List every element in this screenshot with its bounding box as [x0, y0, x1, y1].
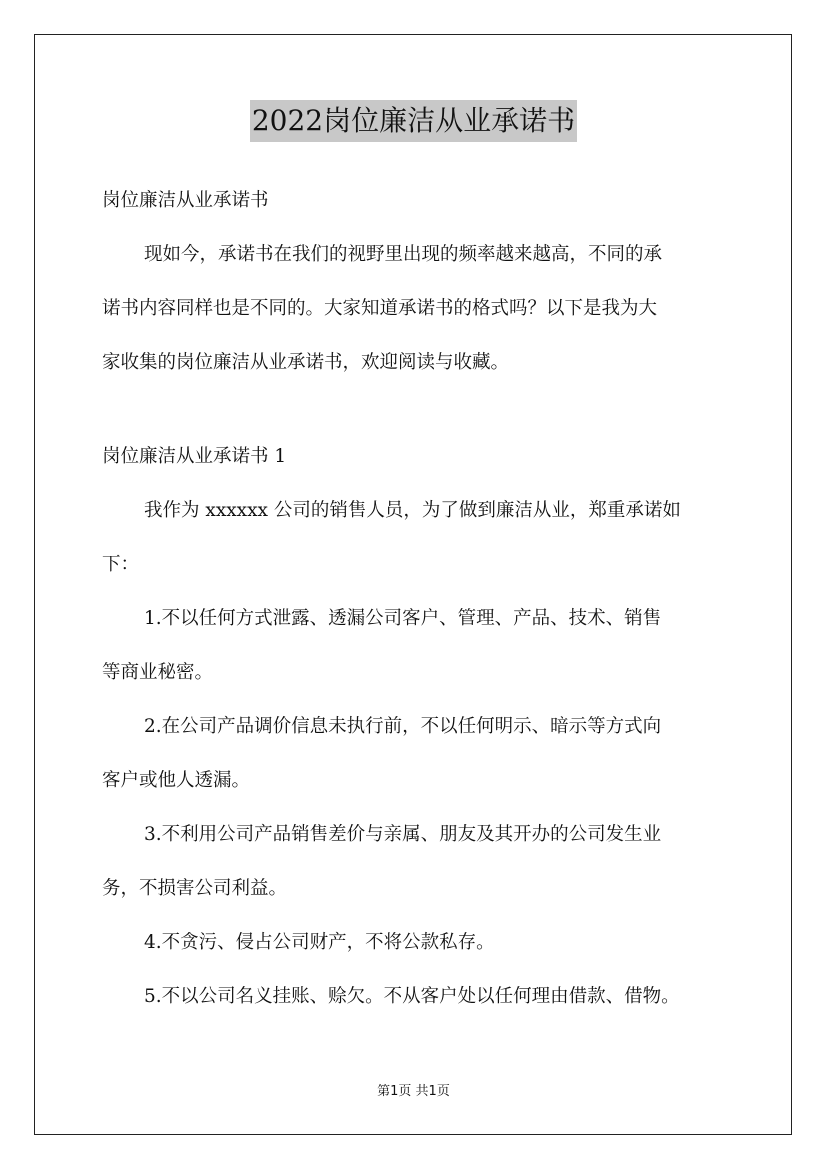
- paragraph-line: 现如今，承诺书在我们的视野里出现的频率越来越高，不同的承: [144, 244, 663, 265]
- list-item-line: 等商业秘密。: [102, 662, 214, 683]
- list-item-line: 5.不以公司名义挂账、赊欠。不从客户处以任何理由借款、借物。: [144, 986, 680, 1007]
- paragraph-line: 我作为 xxxxxx 公司的销售人员，为了做到廉洁从业，郑重承诺如: [144, 500, 681, 521]
- section-heading: 岗位廉洁从业承诺书 1: [102, 446, 287, 467]
- list-item-line: 2.在公司产品调价信息未执行前，不以任何明示、暗示等方式向: [144, 716, 662, 737]
- section-gap: [102, 390, 732, 430]
- intro-heading: 岗位廉洁从业承诺书: [102, 190, 269, 211]
- document-title: 2022岗位廉洁从业承诺书: [250, 100, 577, 142]
- paragraph-line: 家收集的岗位廉洁从业承诺书，欢迎阅读与收藏。: [102, 352, 510, 373]
- list-item-line: 4.不贪污、侵占公司财产，不将公款私存。: [144, 932, 495, 953]
- list-item-line: 客户或他人透漏。: [102, 770, 251, 791]
- document-body: [102, 174, 732, 1024]
- paragraph-line: 下：: [102, 554, 140, 575]
- title-container: [0, 100, 827, 142]
- list-item-line: 1.不以任何方式泄露、透漏公司客户、管理、产品、技术、销售: [144, 608, 662, 629]
- list-item-line: 3.不利用公司产品销售差价与亲属、朋友及其开办的公司发生业: [144, 824, 662, 845]
- paragraph-line: 诺书内容同样也是不同的。大家知道承诺书的格式吗？以下是我为大: [102, 298, 658, 319]
- page-footer: 第1页 共1页: [377, 1084, 450, 1099]
- list-item-line: 务，不损害公司利益。: [102, 878, 288, 899]
